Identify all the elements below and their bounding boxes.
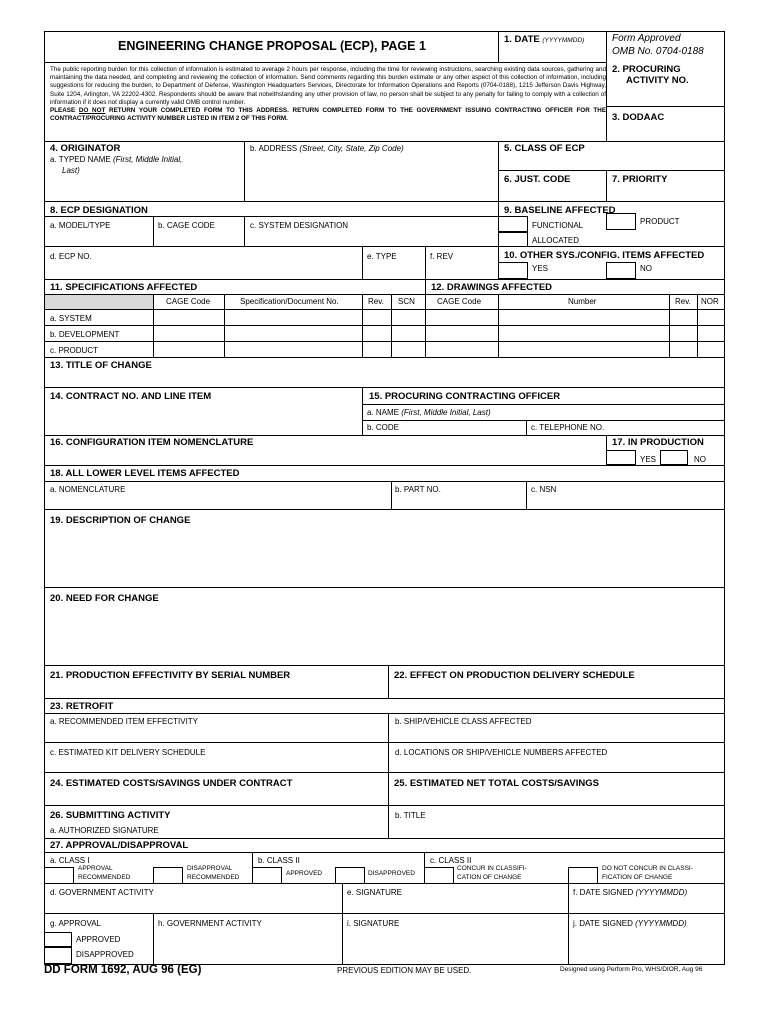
drawing-col-cage: CAGE Code <box>437 297 482 306</box>
officer-telephone-label: c. TELEPHONE NO. <box>531 423 605 432</box>
contract-line-item-label: 14. CONTRACT NO. AND LINE ITEM <box>50 391 212 402</box>
g-approved-checkbox[interactable] <box>44 932 72 947</box>
other-sys-yes-label: YES <box>532 264 549 273</box>
class2-disapproved-checkbox[interactable] <box>335 867 365 884</box>
other-sys-no-label: NO <box>640 264 652 273</box>
approval-recommended-label-1: APPROVAL <box>78 865 113 872</box>
disapproval-recommended-checkbox[interactable] <box>153 867 183 884</box>
drawing-col-number: Number <box>568 297 597 306</box>
lower-level-title: 18. ALL LOWER LEVEL ITEMS AFFECTED <box>50 468 240 479</box>
typed-name-label: a. TYPED NAME (First, Middle Initial, <box>50 155 183 164</box>
class2-label: b. CLASS II <box>258 856 300 865</box>
baseline-title: 9. BASELINE AFFECTED <box>504 205 616 216</box>
drawings-title: 12. DRAWINGS AFFECTED <box>431 282 553 293</box>
model-type-label: a. MODEL/TYPE <box>50 221 111 230</box>
typed-name-hint-2: Last) <box>62 166 80 175</box>
omb-number: OMB No. 0704-0188 <box>612 46 704 57</box>
not-concur-label-2: FICATION OF CHANGE <box>602 874 673 881</box>
part-no-label: b. PART NO. <box>395 485 441 494</box>
class2-approved-label: APPROVED <box>286 870 323 877</box>
date-signed-label: f. DATE SIGNED (YYYYMMDD) <box>573 888 688 897</box>
rev-label: f. REV <box>430 252 454 261</box>
spec-row-development: b. DEVELOPMENT <box>50 330 120 339</box>
priority-label: 7. PRIORITY <box>612 174 668 185</box>
product-label: PRODUCT <box>640 217 680 226</box>
spec-col-doc: Specification/Document No. <box>240 297 339 306</box>
concur-label-1: CONCUR IN CLASSIFI- <box>457 865 527 872</box>
address-label: b. ADDRESS (Street, City, State, Zip Code) <box>250 144 404 153</box>
spec-col-rev: Rev. <box>368 297 384 306</box>
functional-checkbox[interactable] <box>498 216 528 232</box>
class2-disapproved-label: DISAPPROVED <box>368 870 415 877</box>
not-concur-label-1: DO NOT CONCUR IN CLASSI- <box>602 865 693 872</box>
just-code-label: 6. JUST. CODE <box>504 174 571 185</box>
form-id: DD FORM 1692, AUG 96 (EG) <box>44 964 202 976</box>
contracting-officer-title: 15. PROCURING CONTRACTING OFFICER <box>369 391 561 402</box>
other-sys-no-checkbox[interactable] <box>606 262 636 279</box>
concur-label-2: CATION OF CHANGE <box>457 874 522 881</box>
return-instruction: PLEASE DO NOT RETURN YOUR COMPLETED FORM TO THIS ADDRESS. RETURN COMPLETED FORM TO THE GOVERNMENT ISSUING CONTRACTING OFFICER FOR THE CONTRACT/PROCURING ACTIVITY NUMBER LISTED IN ITEM 2 OF THIS FORM. <box>50 107 607 123</box>
production-no-checkbox[interactable] <box>660 450 688 465</box>
date-label-text: 1. DATE <box>504 34 540 45</box>
j-date-signed-label: j. DATE SIGNED (YYYYMMDD) <box>573 919 687 928</box>
i-signature-label: i. SIGNATURE <box>347 919 400 928</box>
functional-label: FUNCTIONAL <box>532 221 584 230</box>
title-of-change-label: 13. TITLE OF CHANGE <box>50 360 152 371</box>
allocated-checkbox[interactable] <box>498 232 528 247</box>
g-disapproved-checkbox[interactable] <box>44 947 72 964</box>
need-label: 20. NEED FOR CHANGE <box>50 593 159 604</box>
class1-label: a. CLASS I <box>50 856 90 865</box>
spec-row-product: c. PRODUCT <box>50 346 98 355</box>
ecp-no-label: d. ECP NO. <box>50 252 92 261</box>
dodaac-label: 3. DODAAC <box>612 112 665 123</box>
effect-delivery-label: 22. EFFECT ON PRODUCTION DELIVERY SCHEDULE <box>394 670 635 681</box>
submitting-title: 26. SUBMITTING ACTIVITY <box>50 810 171 821</box>
approval-recommended-label-2: RECOMMENDED <box>78 874 131 881</box>
other-sys-yes-checkbox[interactable] <box>498 262 528 279</box>
ship-class-label: b. SHIP/VEHICLE CLASS AFFECTED <box>395 717 532 726</box>
in-production-label: 17. IN PRODUCTION <box>612 437 704 448</box>
production-yes-label: YES <box>640 455 657 464</box>
spec-col-scn: SCN <box>398 297 415 306</box>
approval-title: 27. APPROVAL/DISAPPROVAL <box>50 840 189 851</box>
description-label: 19. DESCRIPTION OF CHANGE <box>50 515 191 526</box>
burden-statement <box>50 66 606 123</box>
drawing-col-nor: NOR <box>701 297 719 306</box>
disapproval-recommended-label-2: RECOMMENDED <box>187 874 240 881</box>
date-label <box>504 35 584 45</box>
concur-checkbox[interactable] <box>424 867 454 884</box>
approval-recommended-checkbox[interactable] <box>44 867 74 884</box>
nsn-label: c. NSN <box>531 485 557 494</box>
allocated-label: ALLOCATED <box>532 236 579 245</box>
signature-label: e. SIGNATURE <box>347 888 402 897</box>
cage-code-label: b. CAGE CODE <box>158 221 215 230</box>
recommended-effectivity-label: a. RECOMMENDED ITEM EFFECTIVITY <box>50 717 199 726</box>
g-approved-label: APPROVED <box>76 935 121 944</box>
effectivity-label: 21. PRODUCTION EFFECTIVITY BY SERIAL NUMBER <box>50 670 291 681</box>
system-designation-label: c. SYSTEM DESIGNATION <box>250 221 349 230</box>
procuring-activity-label-2: ACTIVITY NO. <box>626 75 689 86</box>
costs-label: 24. ESTIMATED COSTS/SAVINGS UNDER CONTRACT <box>50 778 293 789</box>
class-of-ecp-label: 5. CLASS OF ECP <box>504 143 585 154</box>
spec-row-system: a. SYSTEM <box>50 314 92 323</box>
form-approved: Form Approved <box>612 33 681 44</box>
submitting-title-label: b. TITLE <box>395 811 426 820</box>
designed-using-note: Designed using Perform Pro, WHS/DIOR, Aug 96 <box>560 966 703 973</box>
production-yes-checkbox[interactable] <box>606 450 636 465</box>
net-costs-label: 25. ESTIMATED NET TOTAL COSTS/SAVINGS <box>394 778 599 789</box>
nomenclature-label: a. NOMENCLATURE <box>50 485 126 494</box>
ecp-designation-title: 8. ECP DESIGNATION <box>50 205 148 216</box>
previous-edition-note: PREVIOUS EDITION MAY BE USED. <box>337 966 472 975</box>
officer-name-label: a. NAME (First, Middle Initial, Last) <box>367 408 491 417</box>
production-no-label: NO <box>694 455 706 464</box>
not-concur-checkbox[interactable] <box>568 867 598 884</box>
config-item-label: 16. CONFIGURATION ITEM NOMENCLATURE <box>50 437 254 448</box>
originator-title: 4. ORIGINATOR <box>50 143 121 154</box>
g-disapproved-label: DISAPPROVED <box>76 950 134 959</box>
g-approval-label: g. APPROVAL <box>50 919 101 928</box>
gov-activity-label: d. GOVERNMENT ACTIVITY <box>50 888 154 897</box>
form-title: ENGINEERING CHANGE PROPOSAL (ECP), PAGE 1 <box>118 39 426 53</box>
procuring-activity-label-1: 2. PROCURING <box>612 64 681 75</box>
retrofit-title: 23. RETROFIT <box>50 701 114 712</box>
class2-approved-checkbox[interactable] <box>252 867 282 884</box>
locations-label: d. LOCATIONS OR SHIP/VEHICLE NUMBERS AFFECTED <box>395 748 608 757</box>
officer-code-label: b. CODE <box>367 423 400 432</box>
disapproval-recommended-label-1: DISAPPROVAL <box>187 865 233 872</box>
authorized-signature-label: a. AUTHORIZED SIGNATURE <box>50 826 159 835</box>
drawing-col-rev: Rev. <box>675 297 691 306</box>
specs-title: 11. SPECIFICATIONS AFFECTED <box>50 282 198 293</box>
kit-delivery-label: c. ESTIMATED KIT DELIVERY SCHEDULE <box>50 748 206 757</box>
burden-text: The public reporting burden for this collection of information is estimated to average 2 hours per response, including the time for reviewing instructions, searching existing data sources, gathering and maintaining the data needed, and completing and reviewing the collection of information. Send comments regarding this burden estimate or any other aspect of this collection of information, including suggestions for reducing the burden, to Department of Defense, Washington Headquarters Services, Directorate for Information Operations and Reports (0704-0188), 1215 Jefferson Davis Highway, Suite 1204, Arlington, VA 22202-4302. Respondents should be aware that notwithstanding any other provision of law, no person shall be subject to any penalty for failing to comply with a collection of information if it does not display a currently valid OMB control number. <box>50 66 606 106</box>
class2c-label: c. CLASS II <box>430 856 472 865</box>
other-sys-title: 10. OTHER SYS./CONFIG. ITEMS AFFECTED <box>504 250 705 261</box>
h-gov-activity-label: h. GOVERNMENT ACTIVITY <box>158 919 262 928</box>
date-hint: (YYYYMMDD) <box>542 37 585 44</box>
spec-col-cage: CAGE Code <box>166 297 211 306</box>
type-label: e. TYPE <box>367 252 397 261</box>
